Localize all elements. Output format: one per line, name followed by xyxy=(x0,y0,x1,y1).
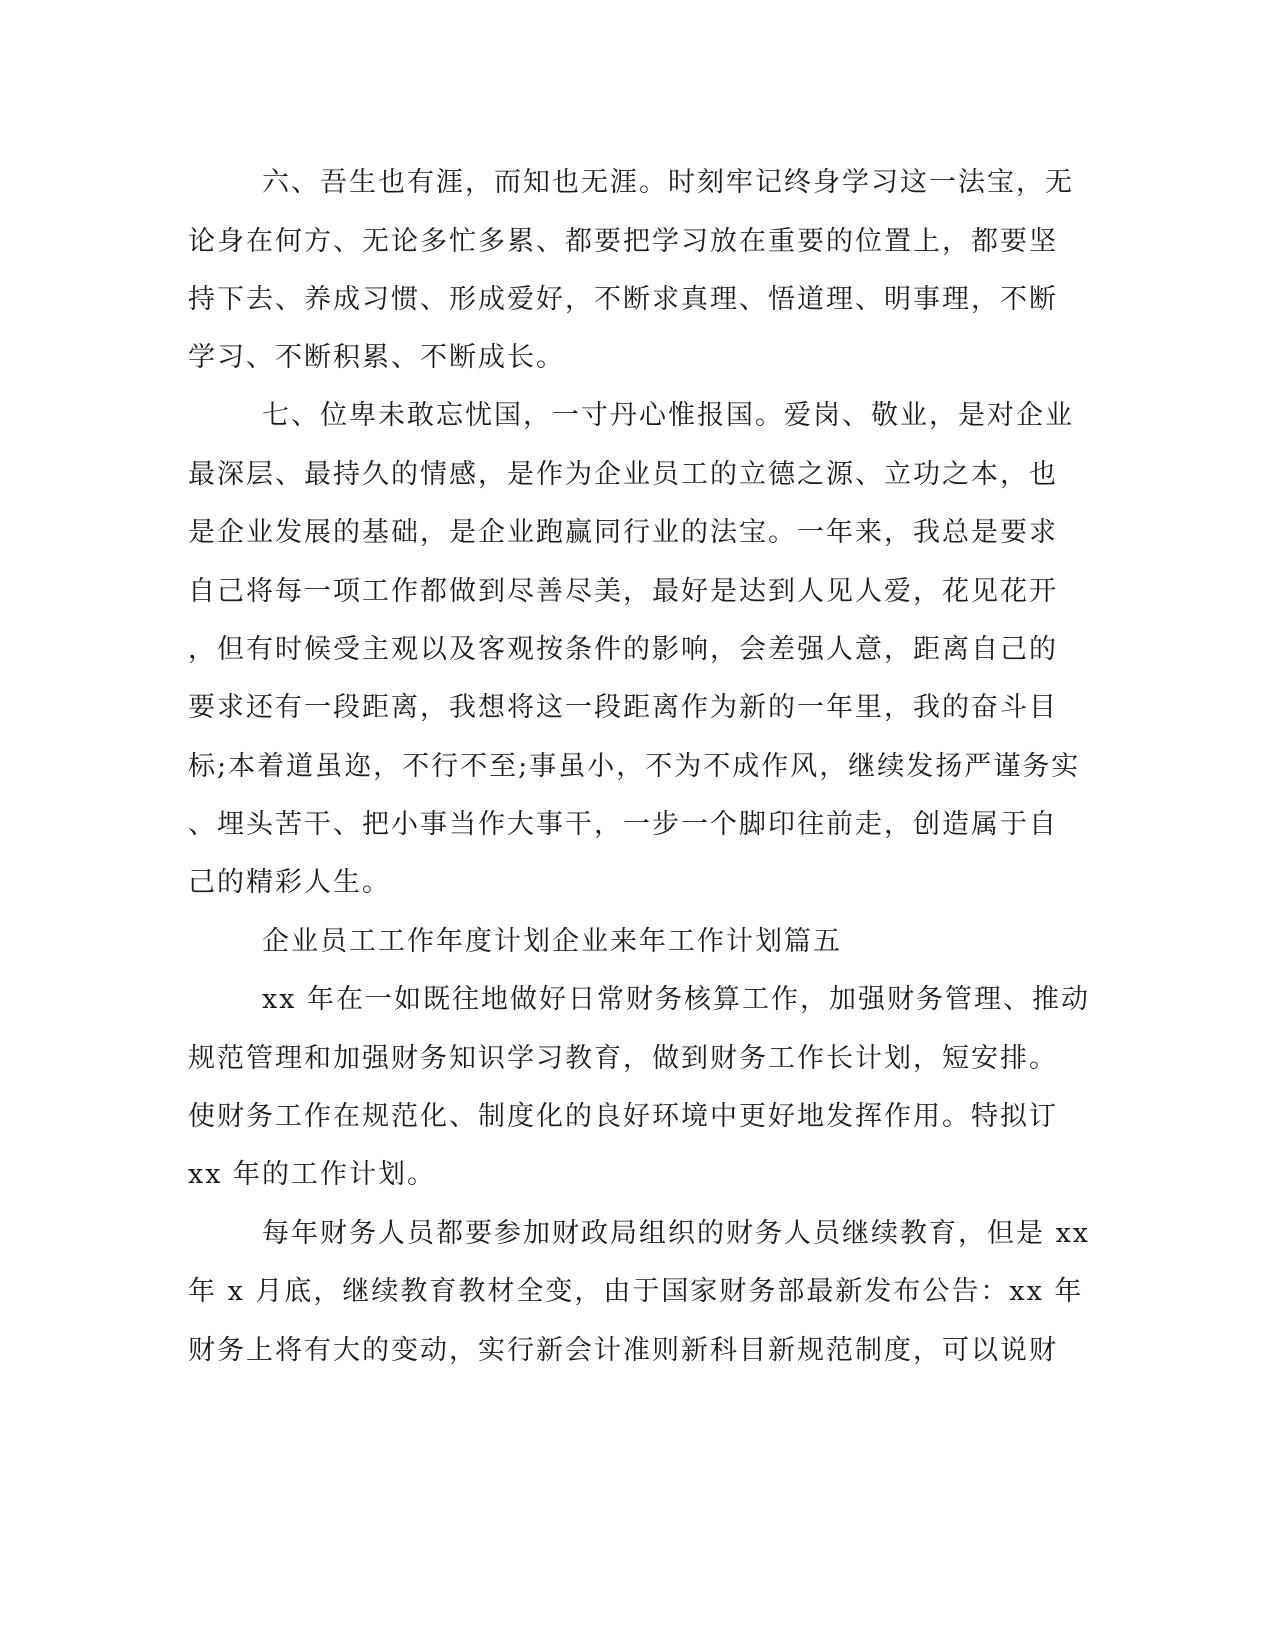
paragraph-intro-line-2: 规范管理和加强财务知识学习教育，做到财务工作长计划，短安排。 xyxy=(188,1043,1058,1074)
paragraph-7-line-7: 标;本着道虽迩，不行不至;事虽小，不为不成作风，继续发扬严谨务实 xyxy=(188,751,1081,782)
paragraph-education-line-1: 每年财务人员都要参加财政局组织的财务人员继续教育，但是 xx xyxy=(262,1218,1091,1249)
paragraph-6-line-1: 六、吾生也有涯，而知也无涯。时刻牢记终身学习这一法宝，无 xyxy=(262,167,1074,198)
paragraph-intro-line-1: xx 年在一如既往地做好日常财务核算工作，加强财务管理、推动 xyxy=(262,984,1091,1015)
paragraph-7-line-1: 七、位卑未敢忘忧国，一寸丹心惟报国。爱岗、敬业，是对企业 xyxy=(262,400,1074,431)
paragraph-7-line-4: 自己将每一项工作都做到尽善尽美，最好是达到人见人爱，花见花开 xyxy=(188,576,1058,607)
paragraph-7-line-5: ，但有时候受主观以及客观按条件的影响，会差强人意，距离自己的 xyxy=(188,634,1058,665)
paragraph-7-line-9: 己的精彩人生。 xyxy=(188,867,391,898)
paragraph-7-line-3: 是企业发展的基础，是企业跑赢同行业的法宝。一年来，我总是要求 xyxy=(188,517,1058,548)
paragraph-education-line-3: 财务上将有大的变动，实行新会计准则新科目新规范制度，可以说财 xyxy=(188,1335,1058,1366)
paragraph-education-line-2: 年 x 月底，继续教育教材全变，由于国家财务部最新发布公告：xx 年 xyxy=(188,1276,1084,1307)
paragraph-7-line-8: 、埋头苦干、把小事当作大事干，一步一个脚印往前走，创造属于自 xyxy=(188,809,1058,840)
paragraph-7-line-6: 要求还有一段距离，我想将这一段距离作为新的一年里，我的奋斗目 xyxy=(188,692,1058,723)
paragraph-6-line-2: 论身在何方、无论多忙多累、都要把学习放在重要的位置上，都要坚 xyxy=(188,226,1058,257)
section-heading: 企业员工工作年度计划企业来年工作计划篇五 xyxy=(262,926,842,957)
paragraph-6-line-4: 学习、不断积累、不断成长。 xyxy=(188,342,565,373)
paragraph-6-line-3: 持下去、养成习惯、形成爱好，不断求真理、悟道理、明事理，不断 xyxy=(188,284,1058,315)
paragraph-intro-line-4: xx 年的工作计划。 xyxy=(188,1159,437,1190)
paragraph-7-line-2: 最深层、最持久的情感，是作为企业员工的立德之源、立功之本，也 xyxy=(188,459,1058,490)
paragraph-intro-line-3: 使财务工作在规范化、制度化的良好环境中更好地发挥作用。特拟订 xyxy=(188,1101,1058,1132)
